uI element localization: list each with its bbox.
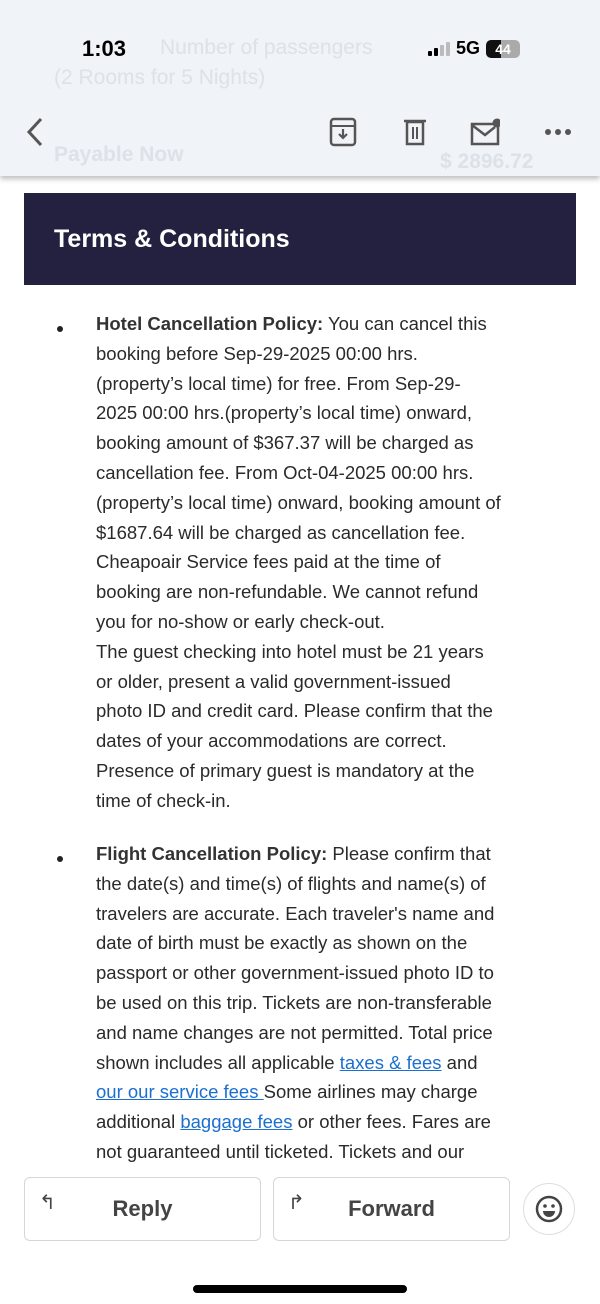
section-title: Terms & Conditions — [54, 225, 290, 253]
policy-text: Cheapoair Service fees paid at the time of — [96, 551, 441, 573]
policy-text: passport or other government-issued photo ID to — [96, 962, 494, 984]
policy-text: shown includes all applicable — [96, 1051, 340, 1073]
policy-link[interactable]: baggage fees — [180, 1111, 293, 1133]
policy-line — [96, 1137, 494, 1167]
policy-line — [96, 869, 494, 899]
bullet — [57, 856, 63, 862]
policy-text: time of check-in. — [96, 789, 231, 811]
background-passengers-label: Number of passengers — [160, 36, 373, 59]
status-time: 1:03 — [82, 36, 127, 61]
policy-text: or older, present a valid government-issued — [96, 670, 451, 692]
email-toolbar — [0, 0, 600, 176]
hotel-cancellation-policy — [96, 309, 501, 816]
policy-line — [96, 518, 501, 548]
forward-label: Forward — [348, 1196, 435, 1221]
background-rooms-label: (2 Rooms for 5 Nights) — [54, 66, 266, 89]
policy-line — [96, 756, 501, 786]
policy-text: Please confirm that — [327, 843, 491, 864]
policy-line — [96, 458, 501, 488]
policy-text: be used on this trip. Tickets are non-transferable — [96, 991, 492, 1013]
background-payable-label: Payable Now — [54, 143, 184, 166]
forward-button[interactable] — [273, 1177, 510, 1241]
policy-line — [96, 637, 501, 667]
policy-line — [96, 667, 501, 697]
status-indicators — [428, 38, 520, 59]
policy-text: Presence of primary guest is mandatory at the — [96, 759, 475, 781]
forward-icon: ↱ — [288, 1192, 305, 1214]
archive-icon[interactable] — [328, 116, 358, 148]
policy-text: booking are non-refundable. We cannot refund — [96, 581, 479, 603]
policy-line — [96, 786, 501, 816]
policy-text: Some airlines may charge — [263, 1081, 478, 1103]
mark-unread-icon[interactable] — [470, 116, 500, 148]
policy-line — [96, 928, 494, 958]
back-icon[interactable] — [20, 116, 50, 148]
reply-icon: ↰ — [39, 1192, 56, 1214]
policy-line — [96, 428, 501, 458]
policy-text: photo ID and credit card. Please confirm that the — [96, 700, 493, 722]
policy-line — [96, 958, 494, 988]
policy-line — [96, 726, 501, 756]
reply-label: Reply — [112, 1196, 173, 1221]
policy-text: booking before Sep-29-2025 00:00 hrs. — [96, 342, 418, 364]
policy-text: not guaranteed until ticketed. Tickets and our — [96, 1140, 465, 1162]
policy-line — [96, 547, 501, 577]
policy-link[interactable]: our our service fees — [96, 1081, 264, 1103]
flight-cancellation-policy — [96, 839, 494, 1167]
policy-text: The guest checking into hotel must be 21 years — [96, 640, 484, 662]
emoji-reaction-button[interactable] — [523, 1183, 575, 1235]
bullet — [57, 326, 63, 332]
more-icon[interactable] — [543, 116, 573, 148]
policy-heading: Flight Cancellation Policy: — [96, 843, 328, 864]
background-payable-value: $ 2896.72 — [440, 150, 534, 173]
policy-line — [96, 696, 501, 726]
network-label: 5G — [456, 38, 481, 58]
policy-line — [96, 1048, 494, 1078]
terms-banner — [24, 193, 576, 285]
policy-line — [96, 607, 501, 637]
policy-line — [96, 369, 501, 399]
policy-line — [96, 988, 494, 1018]
policy-text: cancellation fee. From Oct-04-2025 00:00 hrs. — [96, 461, 474, 483]
policy-text: You can cancel this — [323, 313, 487, 334]
policy-text: dates of your accommodations are correct. — [96, 730, 447, 752]
reply-button[interactable] — [24, 1177, 261, 1241]
policy-text: the date(s) and time(s) of flights and name(s) of — [96, 872, 486, 894]
trash-icon[interactable] — [400, 116, 430, 148]
policy-text: (property’s local time) for free. From Sep-29- — [96, 372, 461, 394]
policy-line — [96, 1077, 494, 1107]
signal-icon — [428, 42, 450, 56]
policy-text: you for no-show or early check-out. — [96, 610, 385, 632]
policy-line — [96, 488, 501, 518]
policy-line — [96, 398, 501, 428]
policy-text: or other fees. Fares are — [292, 1111, 491, 1133]
policy-text: $1687.64 will be charged as cancellation fee. — [96, 521, 466, 543]
policy-text: date of birth must be exactly as shown on the — [96, 932, 468, 954]
policy-line — [96, 309, 501, 339]
battery-icon: 44 — [486, 40, 520, 58]
policy-line — [96, 339, 501, 369]
policy-line — [96, 839, 494, 869]
home-indicator — [193, 1285, 407, 1293]
policy-heading: Hotel Cancellation Policy: — [96, 313, 324, 334]
smiley-icon — [535, 1195, 563, 1223]
policy-text: and name changes are not permitted. Total price — [96, 1021, 493, 1043]
policy-text: travelers are accurate. Each traveler's name and — [96, 902, 495, 924]
policy-text: 2025 00:00 hrs.(property’s local time) onward, — [96, 402, 473, 424]
policy-text: and — [441, 1051, 478, 1073]
policy-text: booking amount of $367.37 will be charged as — [96, 432, 474, 454]
policy-text: additional — [96, 1111, 181, 1133]
policy-line — [96, 1107, 494, 1137]
policy-text: (property’s local time) onward, booking amount of — [96, 491, 501, 513]
policy-line — [96, 577, 501, 607]
policy-link[interactable]: taxes & fees — [339, 1051, 442, 1073]
policy-line — [96, 1018, 494, 1048]
policy-line — [96, 899, 494, 929]
